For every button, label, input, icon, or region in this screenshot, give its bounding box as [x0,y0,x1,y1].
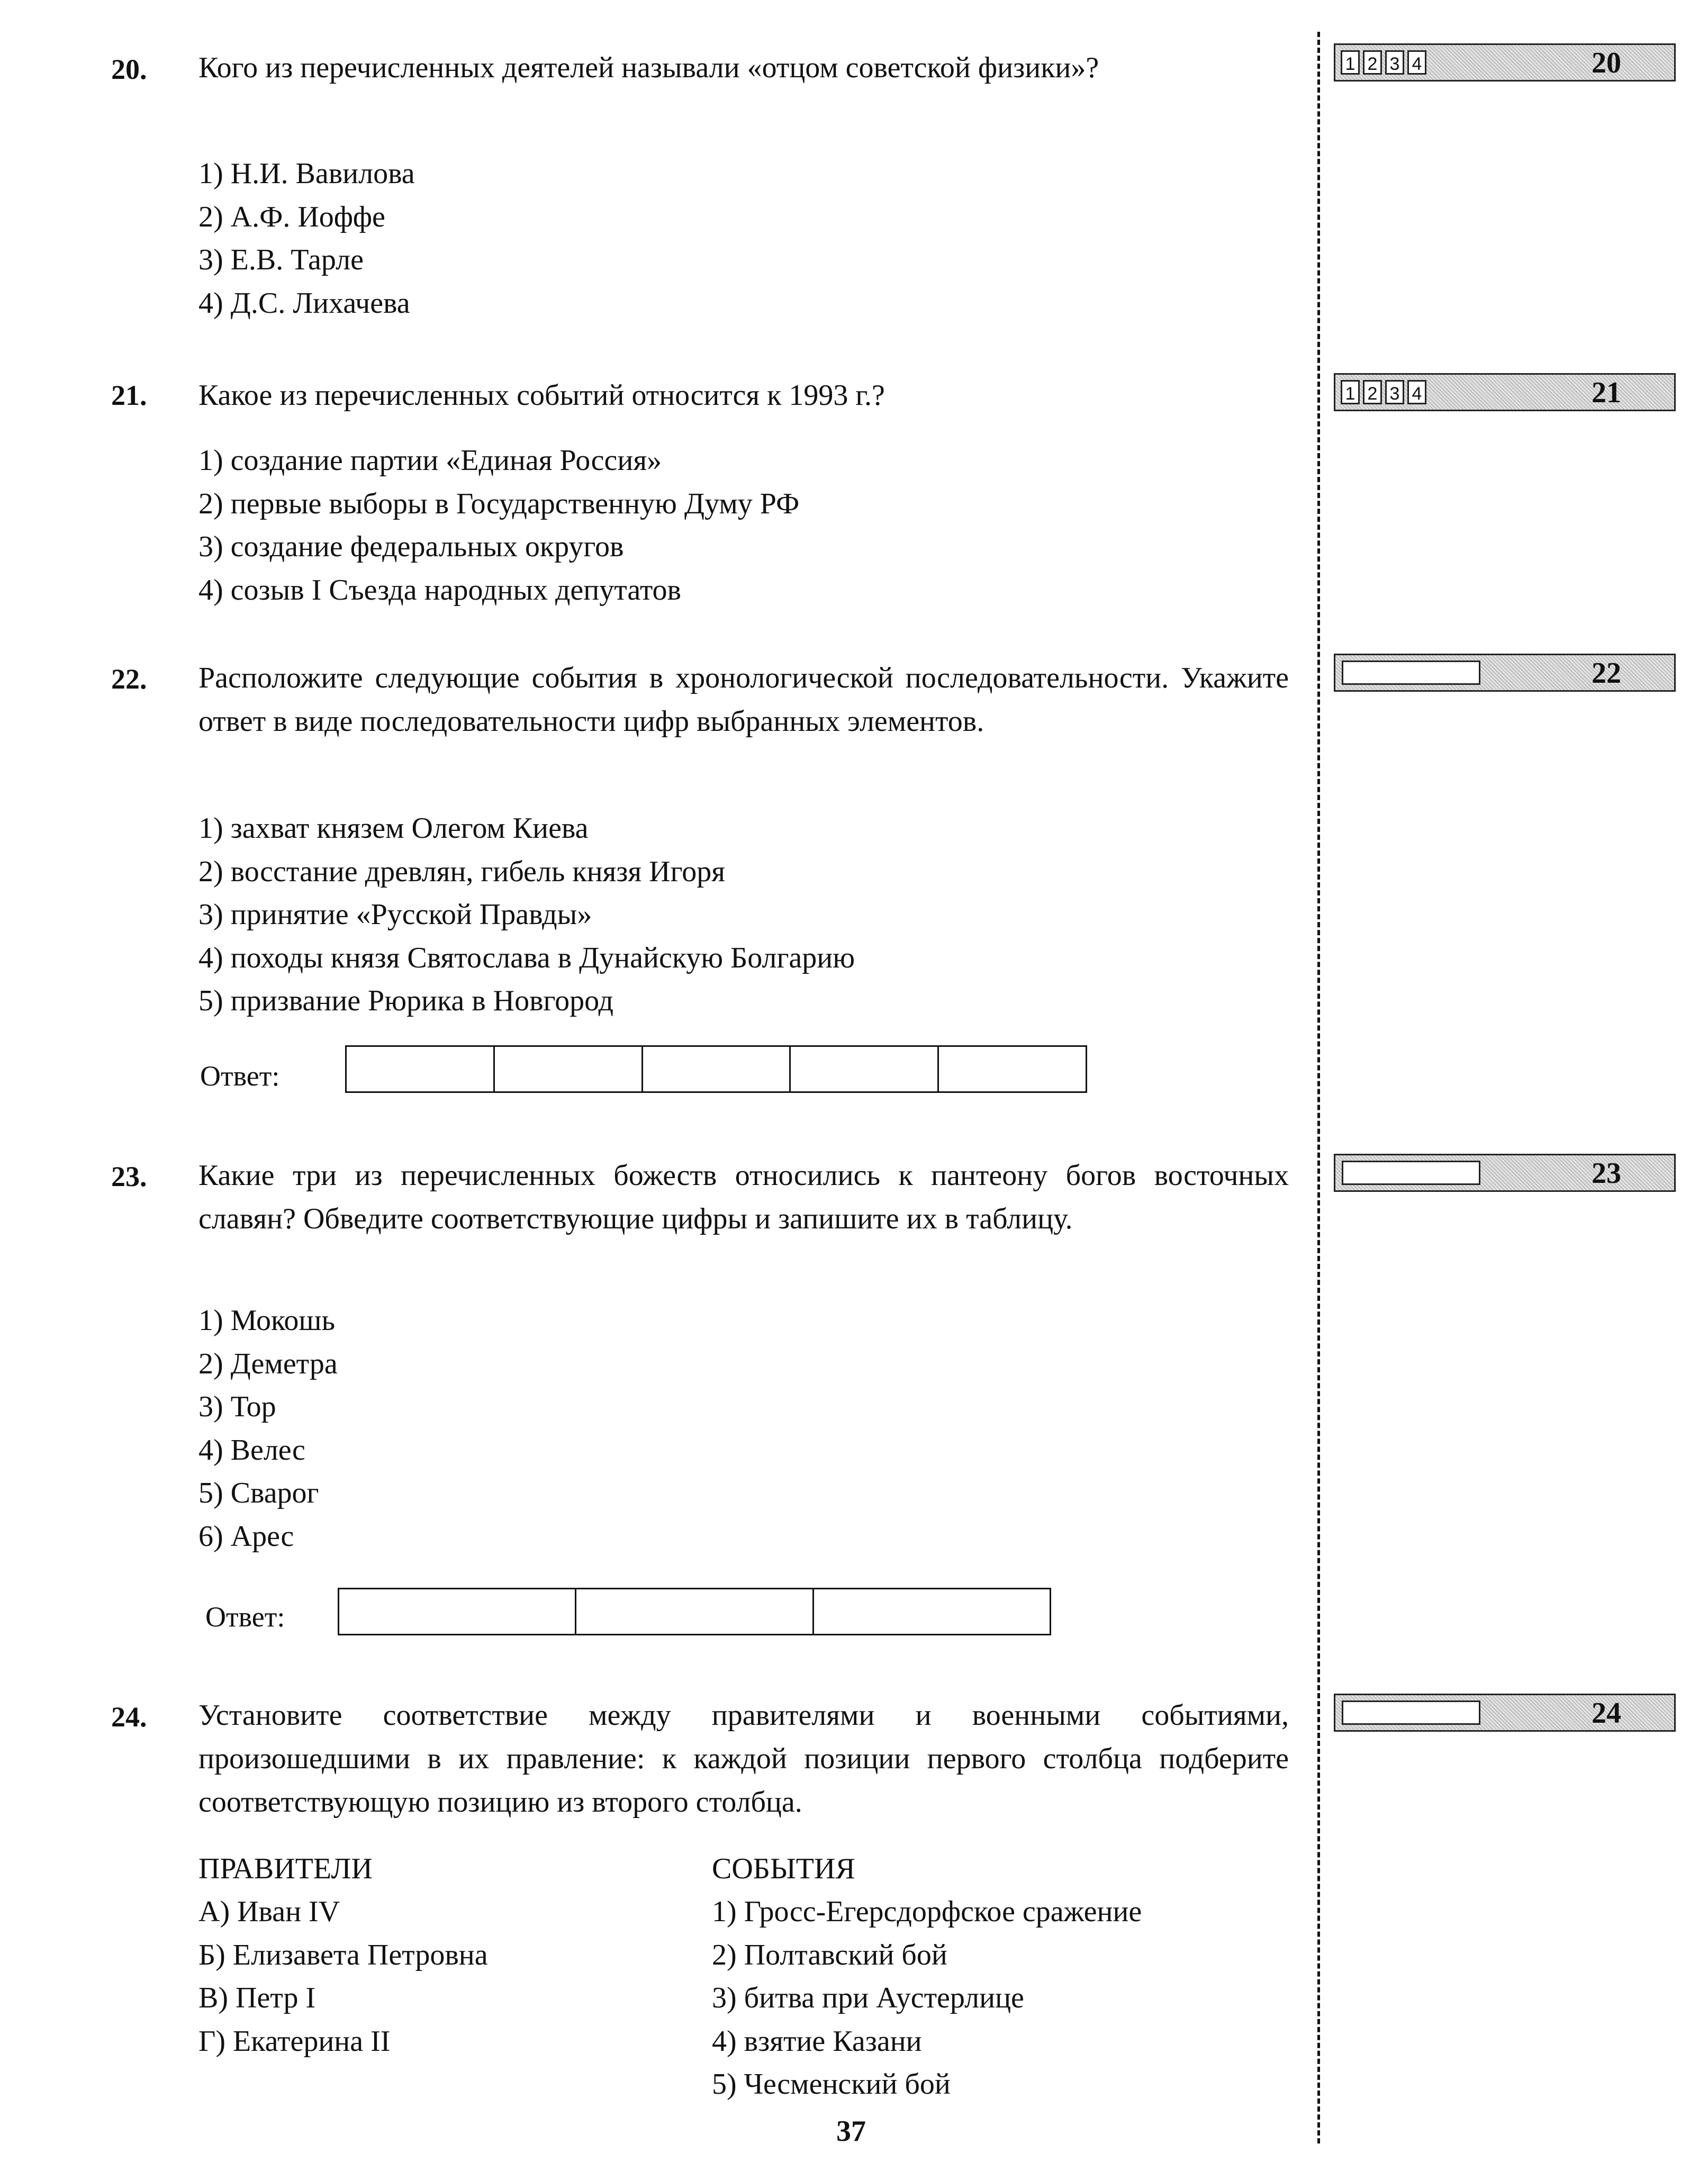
left-column [198,1847,488,2063]
option-item[interactable]: 6) Арес [198,1519,294,1553]
option-item[interactable]: 4) Д.С. Лихачева [198,286,410,320]
option-item: 4) походы князя Святослава в Дунайскую Болгарию [198,941,855,974]
page-number: 37 [836,2115,866,2148]
answer-choice-cell[interactable]: 4 [1407,380,1426,404]
answer-choice-cell[interactable]: 1 [1341,380,1360,404]
answer-grid [338,1588,1051,1635]
option-item[interactable]: 2) первые выборы в Государственную Думу РФ [198,487,800,520]
question-number: 22. [111,663,147,695]
option-item[interactable]: 1) создание партии «Единая Россия» [198,444,662,477]
answer-box-21 [1334,373,1676,411]
column-header: СОБЫТИЯ [712,1852,855,1885]
option-item[interactable]: 4) Велес [198,1433,305,1467]
list-item: В) Петр I [198,1982,316,2014]
question-number: 20. [111,53,147,85]
list-item: 4) взятие Казани [712,2024,922,2058]
column-header: ПРАВИТЕЛИ [198,1852,373,1885]
list-item: Г) Екатерина II [198,2024,391,2058]
answer-entry-field[interactable] [1342,1161,1480,1185]
option-list [198,152,415,325]
answer-box-number: 21 [1592,376,1621,409]
option-item[interactable]: 3) создание федеральных округов [198,530,624,563]
list-item: 3) битва при Аустерлице [712,1982,1024,2014]
option-item[interactable]: 5) Сварог [198,1477,319,1509]
answer-entry-field[interactable] [1342,661,1480,685]
answer-cell[interactable] [576,1589,814,1634]
list-item: 5) Чесменский бой [712,2068,951,2101]
list-item: Б) Елизавета Петровна [198,1938,488,1971]
option-item: 2) восстание древлян, гибель князя Игоря [198,855,725,888]
option-item[interactable]: 2) А.Ф. Иоффе [198,200,385,233]
question-text: Какие три из перечисленных божеств относились к пантеону богов восточных славян? Обведите соответствующие цифры и запишите их в таблицу. [198,1159,1289,1235]
answer-cell[interactable] [939,1047,1086,1091]
answer-cell[interactable] [643,1047,791,1091]
question-number: 24. [111,1701,147,1733]
option-list [198,807,855,1023]
question-text: Какое из перечисленных событий относится к 1993 г.? [198,379,885,412]
answer-cell[interactable] [339,1589,576,1634]
option-item[interactable]: 4) созыв I Съезда народных депутатов [198,573,681,607]
option-item[interactable]: 3) Тор [198,1390,276,1423]
option-item[interactable]: 2) Деметра [198,1347,338,1380]
answer-box-23 [1334,1154,1676,1192]
answer-choice-cell[interactable]: 3 [1385,380,1404,404]
option-item: 3) принятие «Русской Правды» [198,898,592,931]
option-item[interactable]: 1) Н.И. Вавилова [198,157,415,190]
list-item: 2) Полтавский бой [712,1938,947,1971]
answer-box-number: 24 [1592,1697,1621,1730]
answer-box-22 [1334,654,1676,692]
option-item[interactable]: 3) Е.В. Тарле [198,243,364,276]
answer-label: Ответ: [205,1601,285,1633]
option-item: 5) призвание Рюрика в Новгород [198,984,613,1017]
answer-cell[interactable] [347,1047,495,1091]
answer-box-number: 23 [1592,1157,1621,1190]
list-item: 1) Гросс-Егерсдорфское сражение [712,1895,1142,1928]
answer-choice-cell[interactable]: 4 [1407,50,1426,75]
answer-box-number: 20 [1592,47,1621,79]
answer-choice-cell[interactable]: 2 [1363,50,1382,75]
answer-box-number: 22 [1592,657,1621,690]
question-text: Кого из перечисленных деятелей называли «отцом советской физики»? [198,51,1099,84]
option-list [198,439,799,612]
cut-line [1317,32,1320,2143]
question-number: 21. [111,379,147,411]
option-list [198,1299,338,1558]
answer-label: Ответ: [200,1060,280,1092]
answer-cell[interactable] [814,1589,1050,1634]
answer-cell[interactable] [791,1047,939,1091]
right-column [712,1847,1142,2106]
option-item: 1) захват князем Олегом Киева [198,812,589,845]
option-item[interactable]: 1) Мокошь [198,1304,336,1337]
answer-choice-cell[interactable]: 1 [1341,50,1360,75]
answer-box-20 [1334,43,1676,82]
answer-grid [345,1045,1087,1093]
answer-cell[interactable] [495,1047,643,1091]
question-text: Установите соответствие между правителями и военными событиями, произошедшими в их правление: к каждой позиции первого столбца подберите соответствующую позицию из второго столбца. [198,1699,1289,1819]
question-text: Расположите следующие события в хронологической последовательности. Укажите ответ в виде последовательности цифр выбранных элементов. [198,662,1289,738]
answer-box-24 [1334,1694,1676,1732]
answer-choice-cell[interactable]: 3 [1385,50,1404,75]
answer-choice-cell[interactable]: 2 [1363,380,1382,404]
answer-entry-field[interactable] [1342,1700,1480,1725]
list-item: А) Иван IV [198,1895,340,1928]
question-number: 23. [111,1161,147,1192]
